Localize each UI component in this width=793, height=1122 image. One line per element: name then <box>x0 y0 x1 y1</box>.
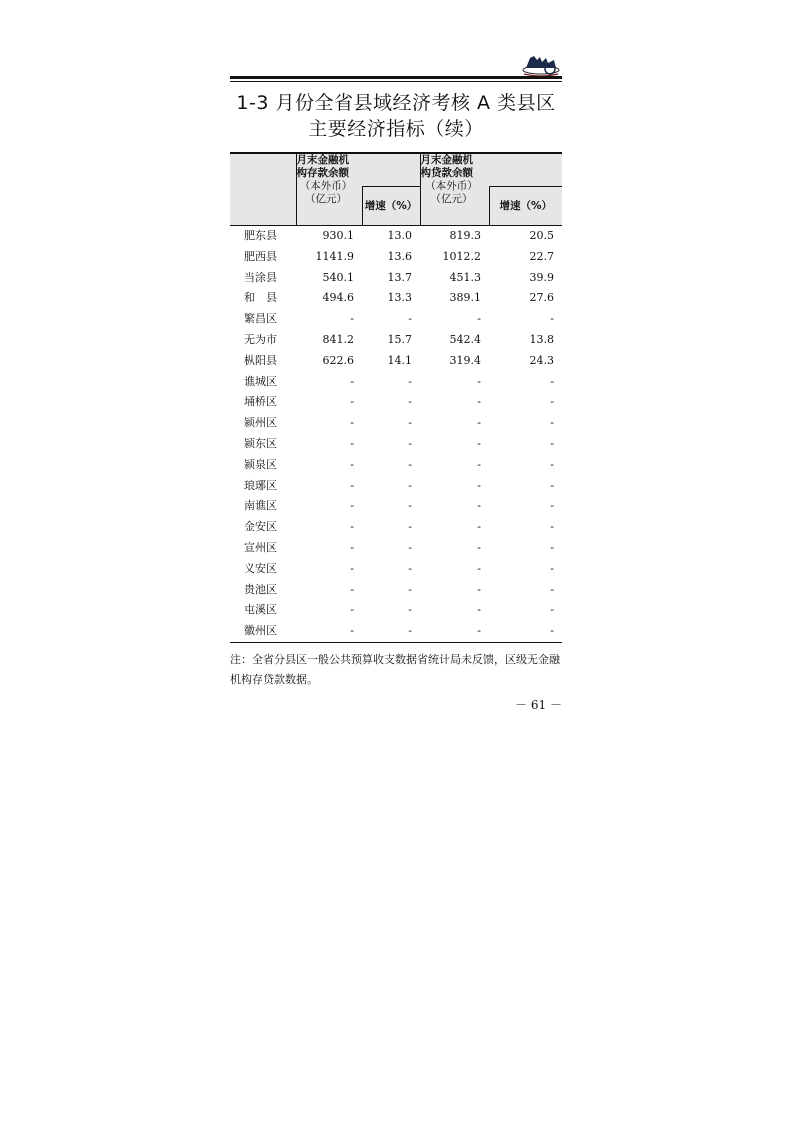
row-loan-growth: - <box>550 603 554 617</box>
header-rule-thin <box>230 81 562 82</box>
row-deposit-balance: - <box>350 499 354 513</box>
row-deposit-balance: - <box>350 603 354 617</box>
row-loan-balance: 819.3 <box>449 229 481 242</box>
table-row <box>230 413 562 434</box>
row-deposit-balance: - <box>350 395 354 409</box>
table-row <box>230 476 562 497</box>
row-deposit-growth: 13.6 <box>387 249 412 263</box>
row-deposit-balance: - <box>350 520 354 534</box>
row-loan-balance: - <box>420 621 489 642</box>
row-deposit-balance: - <box>350 478 354 492</box>
header-region-cell <box>230 153 296 226</box>
row-deposit-growth: - <box>408 312 412 326</box>
indicator-table <box>230 152 562 643</box>
table-row <box>230 496 562 517</box>
row-region-name: 枞阳县 <box>244 353 277 367</box>
row-loan-balance: - <box>477 416 481 430</box>
row-loan-growth: - <box>550 312 554 326</box>
row-loan-growth: 27.6 <box>529 291 554 305</box>
row-region-name: 义安区 <box>244 561 277 575</box>
row-deposit-growth: - <box>408 520 412 534</box>
row-loan-balance: - <box>477 395 481 409</box>
header-loan-line-4: （亿元） <box>430 193 473 205</box>
row-loan-growth: - <box>550 499 554 513</box>
row-loan-growth: - <box>550 436 554 450</box>
row-loan-balance: - <box>477 540 481 554</box>
row-loan-growth: 22.7 <box>529 249 554 263</box>
row-deposit-growth: - <box>408 395 412 409</box>
row-loan-growth: - <box>550 561 554 575</box>
row-deposit-growth: - <box>408 436 412 450</box>
row-loan-balance: - <box>477 374 481 388</box>
row-deposit-growth: 14.1 <box>387 353 412 367</box>
row-deposit-balance: - <box>350 416 354 430</box>
row-loan-balance: - <box>477 457 481 471</box>
row-region-name: 肥东县 <box>244 229 277 242</box>
row-loan-growth: - <box>550 540 554 554</box>
table-row <box>230 559 562 580</box>
row-deposit-growth: - <box>408 603 412 617</box>
table-row <box>230 455 562 476</box>
row-deposit-balance: - <box>350 561 354 575</box>
row-deposit-growth: - <box>408 561 412 575</box>
header-deposit-line-2: 构存款余额 <box>296 167 349 179</box>
row-loan-growth: 24.3 <box>529 353 554 367</box>
row-deposit-balance: 540.1 <box>322 270 354 284</box>
row-loan-growth: - <box>489 621 562 642</box>
row-loan-growth: - <box>550 416 554 430</box>
row-loan-growth: - <box>550 374 554 388</box>
row-loan-growth: 20.5 <box>529 229 554 242</box>
row-region-name: 颍泉区 <box>244 457 277 471</box>
title-line-2: 主要经济指标（续） <box>308 118 484 140</box>
row-deposit-balance: 930.1 <box>322 229 354 242</box>
row-loan-growth: - <box>550 478 554 492</box>
row-region-name: 谯城区 <box>244 374 277 388</box>
row-loan-balance: 319.4 <box>449 353 481 367</box>
table-row <box>230 330 562 351</box>
row-region-name: 屯溪区 <box>244 603 277 617</box>
row-deposit-balance: - <box>350 374 354 388</box>
table-row <box>230 372 562 393</box>
table-row <box>230 538 562 559</box>
row-region-name: 埇桥区 <box>244 395 277 409</box>
row-deposit-growth: 13.3 <box>387 291 412 305</box>
row-region-name: 无为市 <box>244 332 277 346</box>
row-loan-growth: - <box>550 395 554 409</box>
row-deposit-balance: - <box>350 582 354 596</box>
table-row <box>230 351 562 372</box>
row-deposit-growth: - <box>408 582 412 596</box>
row-deposit-balance: 622.6 <box>322 353 354 367</box>
row-loan-balance: - <box>477 561 481 575</box>
title-line-1: 1-3 月份全省县域经济考核 A 类县区 <box>236 92 556 114</box>
row-loan-growth: - <box>550 457 554 471</box>
row-loan-balance: - <box>477 312 481 326</box>
row-region-name: 肥西县 <box>244 249 277 263</box>
header-loan-line-1: 月末金融机 <box>420 154 473 166</box>
row-deposit-growth: - <box>408 374 412 388</box>
header-deposit-balance <box>296 153 362 226</box>
header-rule-thick <box>230 76 562 79</box>
table-row <box>230 580 562 601</box>
row-loan-balance: 389.1 <box>449 291 481 305</box>
header-deposit-spacer <box>362 153 420 187</box>
row-region-name: 和 县 <box>244 291 277 305</box>
row-deposit-balance: 841.2 <box>322 332 354 346</box>
row-loan-balance: - <box>477 520 481 534</box>
row-region-name: 徽州区 <box>230 621 296 642</box>
row-loan-growth: 13.8 <box>529 332 554 346</box>
row-region-name: 颍州区 <box>244 416 277 430</box>
table-row <box>230 226 562 247</box>
row-loan-balance: 451.3 <box>449 270 481 284</box>
header-loan-spacer <box>489 153 562 187</box>
table-row <box>230 517 562 538</box>
table-row <box>230 247 562 268</box>
row-region-name: 金安区 <box>244 520 277 534</box>
table-row <box>230 392 562 413</box>
header-deposit-line-1: 月末金融机 <box>296 154 349 166</box>
row-deposit-growth: - <box>408 540 412 554</box>
footnote: 注：全省分县区一般公共预算收支数据省统计局未反馈，区级无金融机构存贷款数据。 <box>230 653 560 686</box>
header-deposit-line-4: （亿元） <box>305 193 347 205</box>
row-deposit-balance: - <box>350 436 354 450</box>
row-loan-balance: - <box>477 582 481 596</box>
row-loan-balance: 1012.2 <box>442 249 481 263</box>
row-deposit-growth: 13.7 <box>387 270 412 284</box>
header-deposit-growth: 增速（%） <box>362 187 420 226</box>
row-loan-balance: - <box>477 499 481 513</box>
row-region-name: 贵池区 <box>244 582 277 596</box>
row-deposit-balance: - <box>296 621 362 642</box>
row-loan-balance: - <box>477 436 481 450</box>
table-row <box>230 288 562 309</box>
row-deposit-growth: - <box>408 478 412 492</box>
row-region-name: 南谯区 <box>244 499 277 513</box>
row-deposit-growth: - <box>408 499 412 513</box>
table-row <box>230 434 562 455</box>
page-number: － 61 － <box>515 698 562 712</box>
row-loan-growth: - <box>550 520 554 534</box>
page-title <box>230 90 562 142</box>
header-loan-growth: 增速（%） <box>489 187 562 226</box>
row-deposit-growth: 15.7 <box>387 332 412 346</box>
header-loan-line-2: 构贷款余额 <box>420 167 473 179</box>
row-loan-balance: - <box>477 478 481 492</box>
row-deposit-growth: 13.0 <box>387 229 412 242</box>
row-loan-balance: - <box>477 603 481 617</box>
row-region-name: 宣州区 <box>244 540 277 554</box>
table-body <box>230 226 562 643</box>
row-deposit-growth: - <box>408 416 412 430</box>
row-loan-growth: 39.9 <box>529 270 554 284</box>
row-region-name: 当涂县 <box>244 270 277 284</box>
horse-chariot-emblem-icon <box>520 48 562 78</box>
table-row <box>230 600 562 621</box>
table-row <box>230 309 562 330</box>
row-deposit-balance: 494.6 <box>322 291 354 305</box>
row-region-name: 颍东区 <box>244 436 277 450</box>
table-row <box>230 268 562 289</box>
row-deposit-balance: - <box>350 457 354 471</box>
header-deposit-line-3: （本外币） <box>299 180 353 192</box>
header-loan-balance <box>420 153 489 226</box>
row-deposit-growth: - <box>362 621 420 642</box>
row-deposit-growth: - <box>408 457 412 471</box>
row-region-name: 琅琊区 <box>244 478 277 492</box>
row-region-name: 繁昌区 <box>244 312 277 326</box>
table-row <box>230 621 562 642</box>
row-loan-balance: 542.4 <box>449 332 481 346</box>
header-loan-line-3: （本外币） <box>425 180 478 192</box>
row-loan-growth: - <box>550 582 554 596</box>
row-deposit-balance: 1141.9 <box>315 249 354 263</box>
row-deposit-balance: - <box>350 312 354 326</box>
row-deposit-balance: - <box>350 540 354 554</box>
